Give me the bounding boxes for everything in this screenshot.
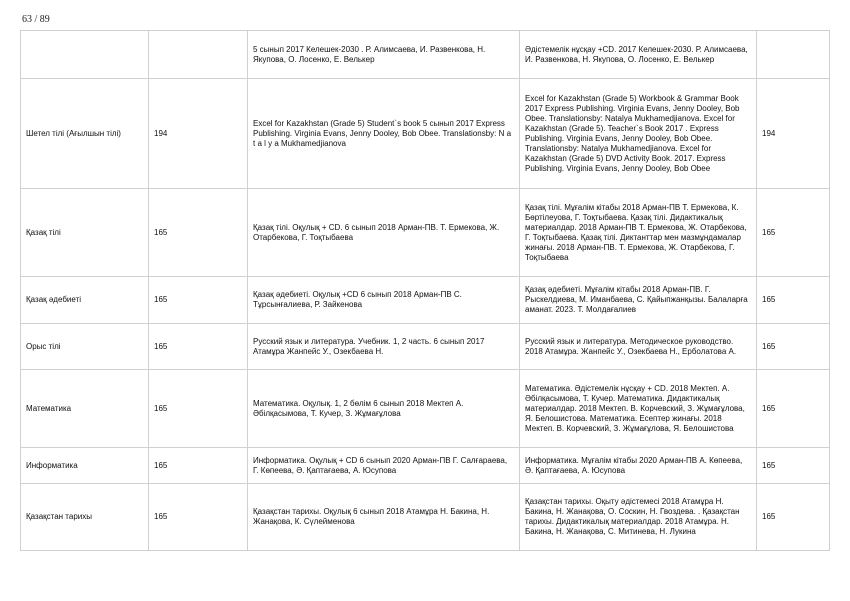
table-row (21, 448, 830, 484)
resources-cell: Excel for Kazakhstan (Grade 5) Workbook & Grammar Book 2017 Express Publishing. Virginia Evans, Jenny Dooley, Bob Obee. Translationsby: Natalya Mukhamedjianova. Excel for Kazakhstan (Grade 5). Teacher`s Book 2017 . Express Publishing. Virginia Evans, Jenny Dooley, Bob Obee. Translationsby: Natalya Mukhamedjianova. Excel for Kazakhstan (Grade 5) DVD Activity Book. 2017. Express Publishing. Virginia Evans, Jenny Dooley, Bob Obee (520, 79, 757, 189)
hours-cell: 165 (149, 324, 248, 370)
hours2-cell: 194 (757, 79, 830, 189)
subject-cell: Математика (21, 370, 149, 448)
subject-cell: Орыс тілі (21, 324, 149, 370)
resources-cell: Қазақ әдебиеті. Мұғалім кітабы 2018 Арман-ПВ. Г. Рыскелдиева, М. Иманбаева, С. Қайыпжанқызы. Балаларға аманат. 2023. Т. Молдағалиев (520, 277, 757, 324)
textbook-cell: Информатика. Оқулық + CD 6 сынып 2020 Арман-ПВ Г. Салғараева, Г. Көпеева, Ә. Қаптағаева, А. Юсупова (248, 448, 520, 484)
hours-cell: 194 (149, 79, 248, 189)
hours2-cell: 165 (757, 324, 830, 370)
textbook-cell: Қазақ әдебиеті. Оқулық +CD 6 сынып 2018 Арман-ПВ С. Тұрсынғалиева, Р. Зайкенова (248, 277, 520, 324)
table-row (21, 324, 830, 370)
hours2-cell (757, 31, 830, 79)
curriculum-table (20, 30, 830, 551)
hours-cell (149, 31, 248, 79)
table-row (21, 79, 830, 189)
hours-cell: 165 (149, 448, 248, 484)
resources-cell: Информатика. Мұғалім кітабы 2020 Арман-ПВ А. Көпеева, Ә. Қаптағаева, А. Юсупова (520, 448, 757, 484)
hours2-cell: 165 (757, 448, 830, 484)
textbook-cell: 5 сынып 2017 Келешек-2030 . Р. Алимсаева, И. Развенкова, Н. Якупова, О. Лосенко, Е. Велькер (248, 31, 520, 79)
hours-cell: 165 (149, 370, 248, 448)
subject-cell: Информатика (21, 448, 149, 484)
hours-cell: 165 (149, 277, 248, 324)
resources-cell: Қазақ тілі. Мұғалім кітабы 2018 Арман-ПВ Т. Ермекова, К. Бөртілеуова, Г. Тоқтыбаева. Қазақ тілі. Дидактикалық материалдар. 2018 Арман-ПВ Т. Ермекова, Ж. Отарбекова, Г. Тоқтыбаева. Қазақ тілі. Диктанттар мен мазмұндамалар жинағы. 2018 Арман-ПВ. Т. Ермекова, Ж. Отарбекова, Г. Тоқтыбаева (520, 189, 757, 277)
table-row (21, 189, 830, 277)
hours2-cell: 165 (757, 370, 830, 448)
table-row (21, 370, 830, 448)
hours-cell: 165 (149, 484, 248, 551)
hours-cell: 165 (149, 189, 248, 277)
subject-cell (21, 31, 149, 79)
textbook-cell: Математика. Оқулық. 1, 2 бөлім 6 сынып 2018 Мектеп А. Әбілқасымова, Т. Кучер, З. Жұмағұлова (248, 370, 520, 448)
table-row (21, 31, 830, 79)
subject-cell: Қазақ тілі (21, 189, 149, 277)
textbook-cell: Қазақстан тарихы. Оқулық 6 сынып 2018 Атамұра Н. Бакина, Н. Жанақова, К. Сүлейменова (248, 484, 520, 551)
textbook-cell: Русский язык и литература. Учебник. 1, 2 часть. 6 сынып 2017 Атамұра Жанпейс У., Озекбаева Н. (248, 324, 520, 370)
textbook-cell: Excel for Kazakhstan (Grade 5) Student`s book 5 сынып 2017 Express Publishing. Virginia Evans, Jenny Dooley, Bob Obee. Translationsby: N a t a l y a Mukhamedjianova (248, 79, 520, 189)
hours2-cell: 165 (757, 277, 830, 324)
hours2-cell: 165 (757, 189, 830, 277)
hours2-cell: 165 (757, 484, 830, 551)
resources-cell: Математика. Әдістемелік нұсқау + CD. 2018 Мектеп. А. Әбілқасымова, Т. Кучер. Математика. Дидактикалық материалдар. 2018 Мектеп. В. Корчевский, З. Жұмағұлова, Я. Белошистова. Математика. Есептер жинағы. 2018 Мектеп. В. Корчевский, З. Жұмағұлова, Я. Белошистова (520, 370, 757, 448)
textbook-cell: Қазақ тілі. Оқулық + CD. 6 сынып 2018 Арман-ПВ. Т. Ермекова, Ж. Отарбекова, Г. Тоқтыбаева (248, 189, 520, 277)
resources-cell: Әдістемелік нұсқау +CD. 2017 Келешек-2030. Р. Алимсаева, И. Развенкова, Н. Якупова, О. Лосенко, Е. Велькер (520, 31, 757, 79)
subject-cell: Қазақ әдебиеті (21, 277, 149, 324)
subject-cell: Шетел тілі (Ағылшын тілі) (21, 79, 149, 189)
table-row (21, 277, 830, 324)
table-row (21, 484, 830, 551)
resources-cell: Қазақстан тарихы. Оқыту әдістемесі 2018 Атамұра Н. Бакина, Н. Жанақова, О. Соскин, Н. Гвоздева. . Қазақстан тарихы. Дидактикалық материалдар. 2018 Атамұра. Н. Бакина, Н. Жанақова, С. Митинева, Н. Лукина (520, 484, 757, 551)
page-number: 63 / 89 (22, 14, 50, 25)
resources-cell: Русский язык и литература. Методическое руководство. 2018 Атамұра. Жанпейс У., Озекбаева Н., Ерболатова А. (520, 324, 757, 370)
subject-cell: Қазақстан тарихы (21, 484, 149, 551)
